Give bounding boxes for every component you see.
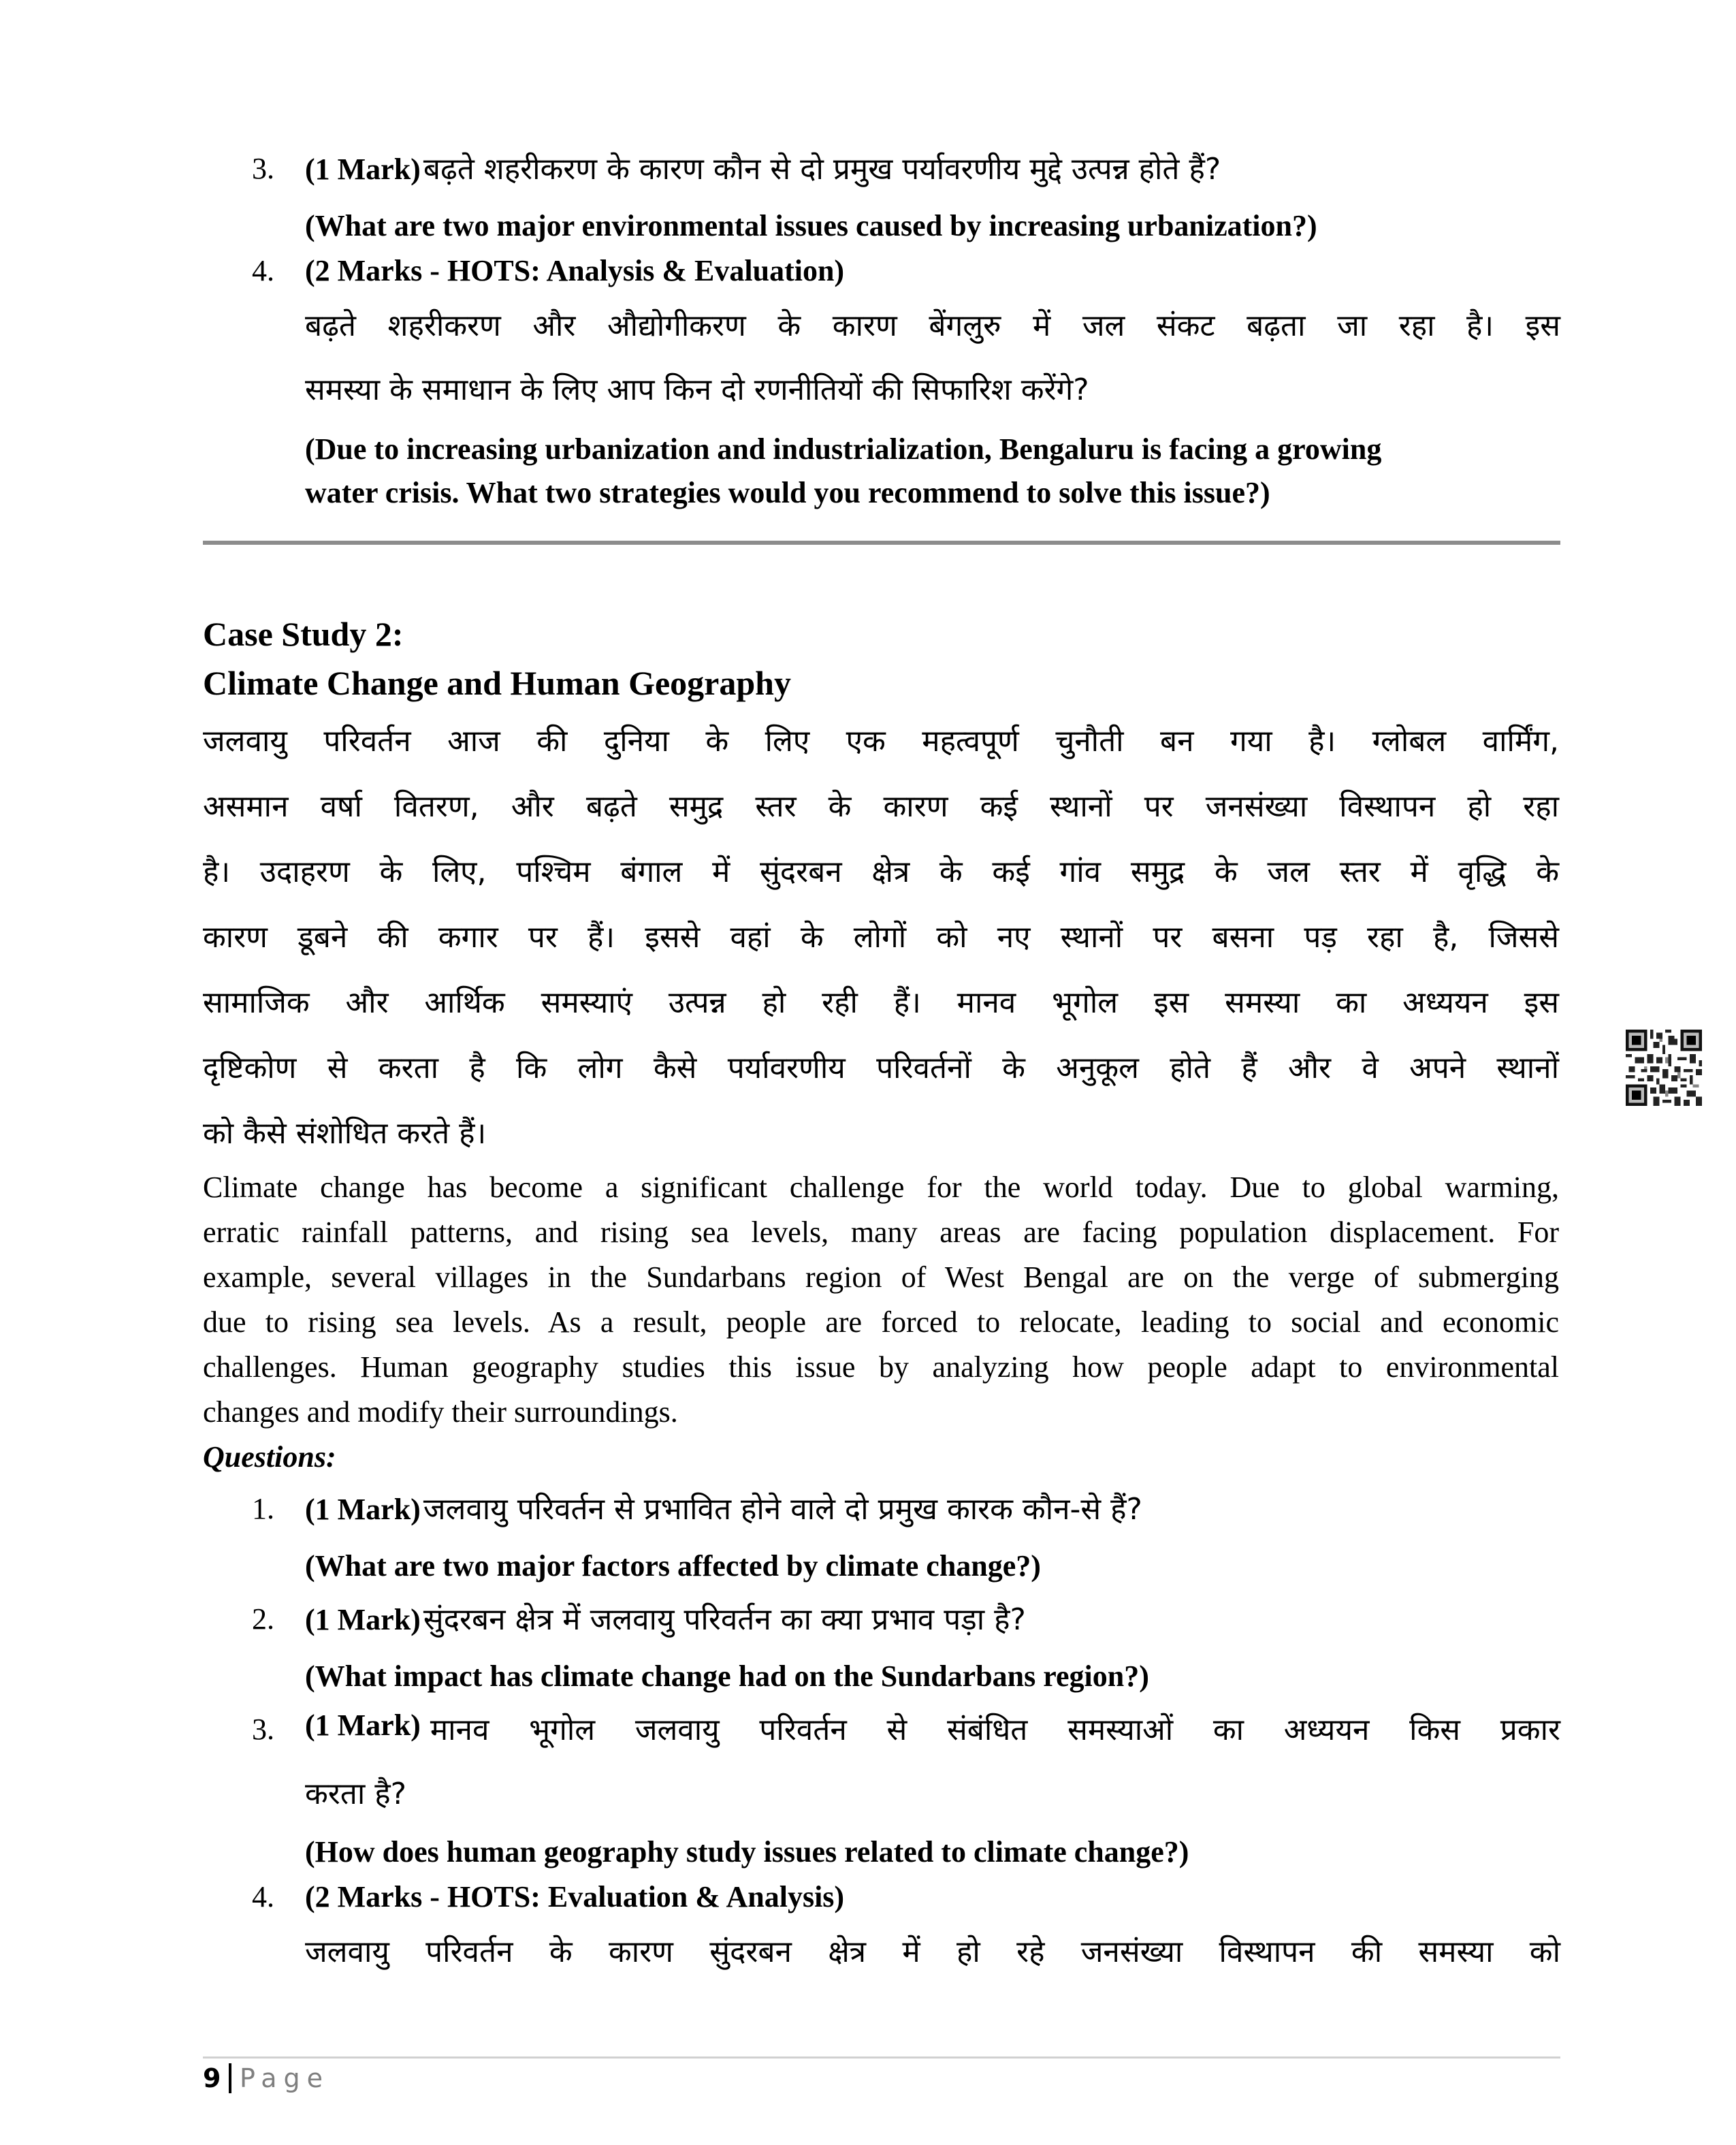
qr-code-icon[interactable] [1626, 1030, 1702, 1106]
question-number: 1. [252, 1492, 274, 1525]
paragraph-line: example, several villages in the Sundarbans region of West Bengal are on the verge of submerging [203, 1260, 1559, 1294]
question-mark-label: (1 Mark) [305, 1709, 421, 1742]
paragraph-line: due to rising sea levels. As a result, people are forced to relocate, leading to social and economic [203, 1305, 1559, 1339]
paragraph-line: erratic rainfall patterns, and rising sea levels, many areas are facing population displacement. For [203, 1216, 1559, 1249]
question-mark-label: (1 Mark) [305, 1603, 421, 1636]
question-english-text: (Due to increasing urbanization and industrialization, Bengaluru is facing a growing [305, 432, 1382, 466]
question-hindi-text-continued: करता है? [305, 1777, 406, 1811]
question-hindi-line [305, 147, 1559, 188]
question-number: 4. [252, 1880, 274, 1913]
paragraph-line: जलवायु परिवर्तन आज की दुनिया के लिए एक महत्वपूर्ण चुनौती बन गया है। ग्लोबल वार्मिंग, [203, 724, 1559, 759]
question-hindi-text: समस्या के समाधान के लिए आप किन दो रणनीतियों की सिफारिश करेंगे? [305, 372, 1089, 407]
question-hindi-line [305, 1708, 1560, 1749]
question-english-text: (What impact has climate change had on the Sundarbans region?) [305, 1659, 1149, 1693]
question-hindi-text: बढ़ते शहरीकरण और औद्योगीकरण के कारण बेंगलुरु में जल संकट बढ़ता जा रहा है। इस [305, 308, 1560, 343]
question-mark-label: (2 Marks - HOTS: Analysis & Evaluation) [305, 254, 845, 287]
question-number: 2. [252, 1602, 274, 1636]
paragraph-line: कारण डूबने की कगार पर हैं। इससे वहां के लोगों को नए स्थानों पर बसना पड़ रहा है, जिससे [203, 920, 1559, 955]
paragraph-line: Climate change has become a significant challenge for the world today. Due to global warming, [203, 1171, 1559, 1204]
question-hindi-text: जलवायु परिवर्तन के कारण सुंदरबन क्षेत्र में हो रहे जनसंख्या विस्थापन की समस्या को [305, 1935, 1560, 1969]
paragraph-line: असमान वर्षा वितरण, और बढ़ते समुद्र स्तर के कारण कई स्थानों पर जनसंख्या विस्थापन हो रहा [203, 789, 1559, 824]
paragraph-line: सामाजिक और आर्थिक समस्याएं उत्पन्न हो रही हैं। मानव भूगोल इस समस्या का अध्ययन इस [203, 985, 1559, 1020]
paragraph-line: है। उदाहरण के लिए, पश्चिम बंगाल में सुंदरबन क्षेत्र के कई गांव समुद्र के जल स्तर में वृद्धि के [203, 855, 1559, 889]
paragraph-line: changes and modify their surroundings. [203, 1395, 678, 1429]
paragraph-line: दृष्टिकोण से करता है कि लोग कैसे पर्यावरणीय परिवर्तनों के अनुकूल होते हैं और वे अपने स्थानों [203, 1051, 1559, 1085]
case-study-label: Case Study 2: [203, 615, 404, 653]
question-mark-label: (2 Marks - HOTS: Evaluation & Analysis) [305, 1880, 845, 1913]
question-hindi-line [305, 1487, 1559, 1528]
section-divider [203, 541, 1560, 545]
question-number: 3. [252, 1713, 274, 1746]
questions-heading: Questions: [203, 1440, 336, 1474]
footer-separator [229, 2063, 231, 2093]
paragraph-line: को कैसे संशोधित करते हैं। [203, 1116, 487, 1151]
question-mark-label: (1 Mark) [305, 1493, 421, 1526]
question-english-text: (How does human geography study issues related to climate change?) [305, 1835, 1189, 1869]
question-hindi-text: सुंदरबन क्षेत्र में जलवायु परिवर्तन का क्या प्रभाव पड़ा है? [423, 1602, 1026, 1637]
question-english-text: water crisis. What two strategies would you recommend to solve this issue?) [305, 476, 1270, 509]
page-number: 9 [203, 2063, 221, 2093]
question-hindi-text: जलवायु परिवर्तन से प्रभावित होने वाले दो प्रमुख कारक कौन-से हैं? [423, 1492, 1142, 1527]
case-study-title: Climate Change and Human Geography [203, 664, 791, 702]
question-english-text: (What are two major factors affected by climate change?) [305, 1549, 1041, 1583]
question-number: 3. [252, 152, 274, 185]
question-english-text: (What are two major environmental issues caused by increasing urbanization?) [305, 209, 1317, 242]
question-mark-label: (1 Mark) [305, 153, 421, 186]
question-number: 4. [252, 254, 274, 287]
paragraph-line: challenges. Human geography studies this issue by analyzing how people adapt to environmental [203, 1350, 1559, 1384]
footer-divider [203, 2056, 1560, 2059]
question-hindi-text: मानव भूगोल जलवायु परिवर्तन से संबंधित समस्याओं का अध्ययन किस प्रकार [430, 1713, 1560, 1747]
page-label: Page [240, 2063, 329, 2093]
question-hindi-text: बढ़ते शहरीकरण के कारण कौन से दो प्रमुख पर्यावरणीय मुद्दे उत्पन्न होते हैं? [423, 152, 1221, 187]
question-hindi-line [305, 1598, 1559, 1638]
